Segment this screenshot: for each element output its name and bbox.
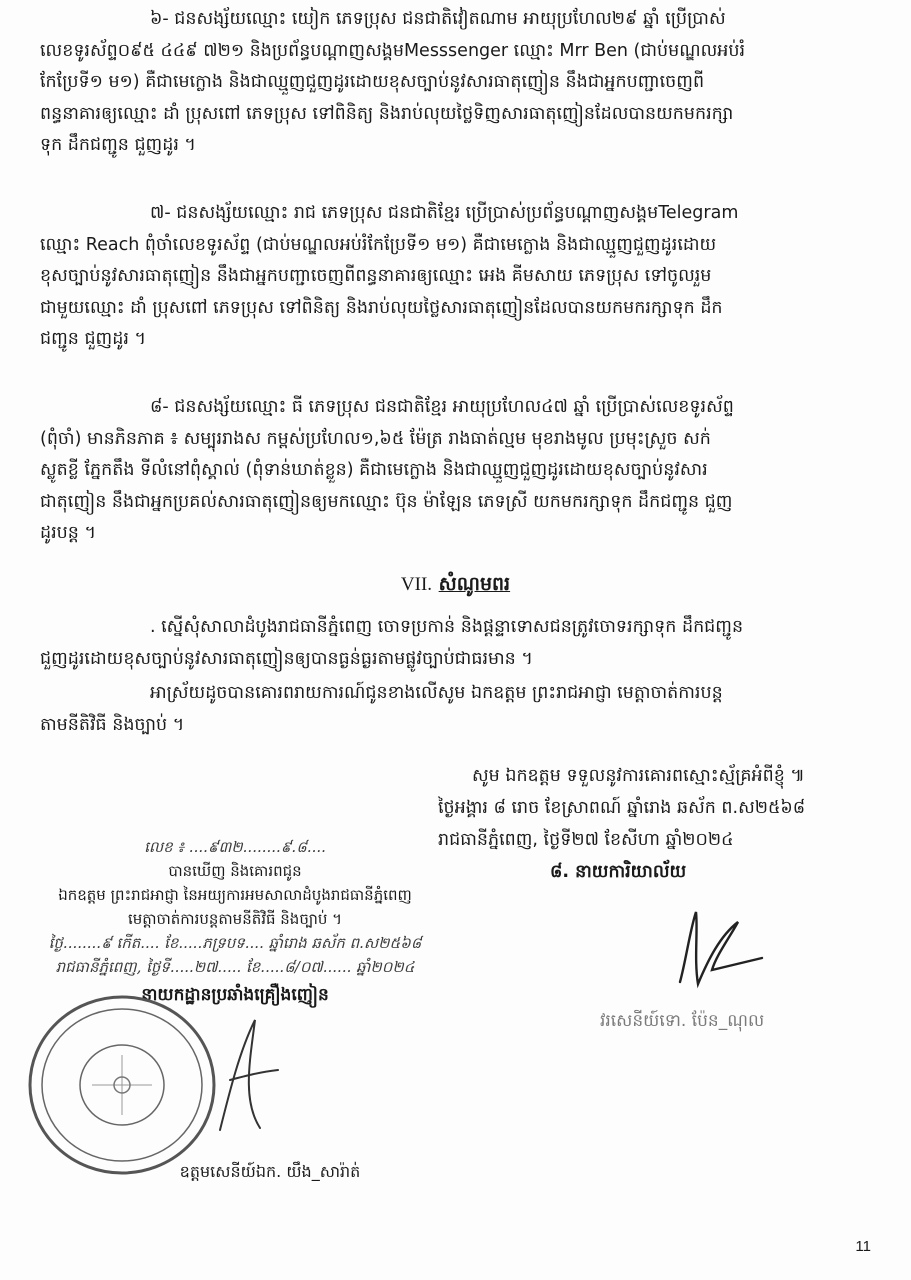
left-lunar-date: ថ្ងៃ........៩ កើត.... ខែ.....ភទ្របទ.... ឆ្នាំរោង ឆស័ក ព.ស២៥៦៨ — [48, 934, 422, 952]
right-signer-name: វរសេនីយ៍ទោ. ប៉ែន_ណុល — [600, 1011, 765, 1031]
text-line: ៧- ជនសង្ស័យឈ្មោះ រាជ ភេទប្រុស ជនជាតិខ្មែរ ប្រើប្រាស់ប្រព័ន្ធបណ្តាញសង្គមTelegram — [150, 203, 739, 223]
conclusion-paragraph — [40, 678, 880, 741]
respect-line: សូម ឯកឧត្តម ទទួលនូវការគោរពស្មោះស្ម័គ្រអំពីខ្ញុំ ៕ — [472, 766, 805, 786]
text-line: . ស្នើសុំសាលាដំបូងរាជធានីភ្នំពេញ ចោទប្រកាន់ និងផ្តន្ទាទោសជនត្រូវចោទរក្សាទុក ដឹកជញ្ជូន — [150, 617, 744, 637]
text-line: ទុក ដឹកជញ្ជូន ជួញដូរ ។ — [40, 135, 196, 155]
text-line: ជួញដូរដោយខុសច្បាប់នូវសារធាតុញៀនឲ្យបានធ្ងន់ធ្ងរតាមផ្លូវច្បាប់ជាធរមាន ។ — [40, 648, 533, 669]
text-line: តាមនីតិវិធី និងច្បាប់ ។ — [40, 714, 185, 735]
left-place-date: រាជធានីភ្នំពេញ, ថ្ងៃទី.....២៧..... ខែ.....៨/០៧...... ឆ្នាំ២០២៤ — [55, 958, 415, 976]
lunar-date: ថ្ងៃអង្គារ ៨ រោច ខែស្រាពណ៍ ឆ្នាំរោង ឆស័ក ព.ស២៥៦៨ — [438, 798, 806, 818]
section-title: សំណូមពរ — [438, 573, 511, 595]
left-endorsement-block — [0, 835, 470, 1007]
paragraph-7 — [40, 198, 880, 356]
text-line: (ពុំចាំ) មានភិនភាគ ៖ សម្បុររាងស កម្ពស់ប្រហែល១,៦៥ ម៉ែត្រ រាងធាត់ល្មម មុខរាងមូល ប្រមុះស្រួច សក់ — [40, 428, 711, 449]
text-line: ឈ្មោះ Reach ពុំចាំលេខទូរស័ព្ទ (ជាប់មណ្ឌលអប់រំកែប្រែទី១ ម១) គឺជាមេក្លោង និងជាឈ្មួញជួញដូរដោយ — [40, 234, 717, 255]
text-line: កែប្រែទី១ ម១) គឺជាមេក្លោង និងជាឈ្មួញជួញដូរដោយខុសច្បាប់នូវសារធាតុញៀន នឹងជាអ្នកបញ្ជាចេញពី — [40, 72, 705, 92]
text-line: ៨- ជនសង្ស័យឈ្មោះ ធី ភេទប្រុស ជនជាតិខ្មែរ អាយុប្រហែល៤៧ ឆ្នាំ ប្រើប្រាស់លេខទូរស័ព្ទ — [150, 397, 734, 417]
text-line: ជញ្ជូន ជួញដូរ ។ — [40, 329, 146, 349]
request-paragraph — [40, 612, 880, 675]
paragraph-6 — [40, 4, 880, 162]
text-line: ៦- ជនសង្ស័យឈ្មោះ យៀក ភេទប្រុស ជនជាតិវៀតណាម អាយុប្រហែល២៩ ឆ្នាំ ប្រើប្រាស់ — [150, 9, 726, 29]
page-number: 11 — [855, 1238, 871, 1255]
text-line: ពន្ធនាគារឲ្យឈ្មោះ ដាំ ប្រុសពៅ ភេទប្រុស ទៅពិនិត្យ និងរាប់លុយថ្លៃទិញសារធាតុញៀនដែលបានយកមករក្សា — [40, 103, 734, 124]
paragraph-8 — [40, 392, 880, 550]
closing-block — [438, 760, 888, 888]
left-signer-name: ឧត្តមសេនីយ៍ឯក. យឹង_សារ៉ាត់ — [179, 1162, 361, 1181]
addressee-line: ឯកឧត្តម ព្រះរាជអាជ្ញា នៃអយ្យការអមសាលាដំបូងរាជធានីភ្នំពេញ — [58, 886, 412, 904]
place-date: រាជធានីភ្នំពេញ, ថ្ងៃទី២៧ ខែសីហា ឆ្នាំ២០២៤ — [438, 830, 734, 850]
text-line: អាស្រ័យដូចបានគោរពរាយការណ៍ជូនខាងលើសូម ឯកឧត្តម ព្រះរាជអាជ្ញា មេត្តាចាត់ការបន្ត — [150, 683, 723, 703]
text-line: ជាតុញៀន នឹងជាអ្នកប្រគល់សារធាតុញៀនឲ្យមកឈ្មោះ ប៊ុន ម៉ាឡែន ភេទស្រី យកមករក្សាទុក ដឹកជញ្ជូន ជួញ — [40, 491, 733, 512]
section-number: VII. — [400, 574, 433, 595]
official-stamp-icon — [22, 990, 222, 1180]
addressee-line-2: មេត្តាចាត់ការបន្តតាមនីតិវិធី និងច្បាប់ ។ — [127, 910, 343, 928]
seen-line: បានឃើញ និងគោរពជូន — [168, 862, 302, 880]
section-heading — [0, 572, 911, 600]
text-line: ស្លូតខ្លី ភ្នែកតឹង ទីលំនៅពុំស្គាល់ (ពុំទាន់ឃាត់ខ្លួន) គឺជាមេក្លោង និងជាឈ្មួញជួញដូរដោយខុសច្បាប់នូវសារ — [40, 460, 708, 480]
text-line: លេខទូរស័ព្ទ០៩៥ ៤៤៩ ៧២១ និងប្រព័ន្ធបណ្តាញសង្គមMesssenger ឈ្មោះ Mrr Ben (ជាប់មណ្ឌលអប់រំ — [40, 40, 746, 61]
text-line: ជាមួយឈ្មោះ ដាំ ប្រុសពៅ ភេទប្រុស ទៅពិនិត្យ និងរាប់លុយថ្លៃសារធាតុញៀនដែលបានយកមករក្សាទុក ដឹក — [40, 297, 723, 318]
signature-icon — [668, 900, 768, 990]
signer-title: ៨. នាយការិយាល័យ — [550, 862, 687, 882]
department-name: នាយកដ្ឋានប្រឆាំងគ្រឿងញៀន — [141, 985, 329, 1005]
reference-number: លេខ ៖ ....៩៣២........៩.៨.... — [144, 838, 326, 856]
left-signature-icon — [200, 1010, 290, 1140]
text-line: ដូរបន្ត ។ — [40, 523, 96, 543]
text-line: ខុសច្បាប់នូវសារធាតុញៀន នឹងជាអ្នកបញ្ជាចេញពីពន្ធនាគារឲ្យឈ្មោះ អេង គីមសាយ ភេទប្រុស ទៅចូលរួម — [40, 266, 712, 286]
